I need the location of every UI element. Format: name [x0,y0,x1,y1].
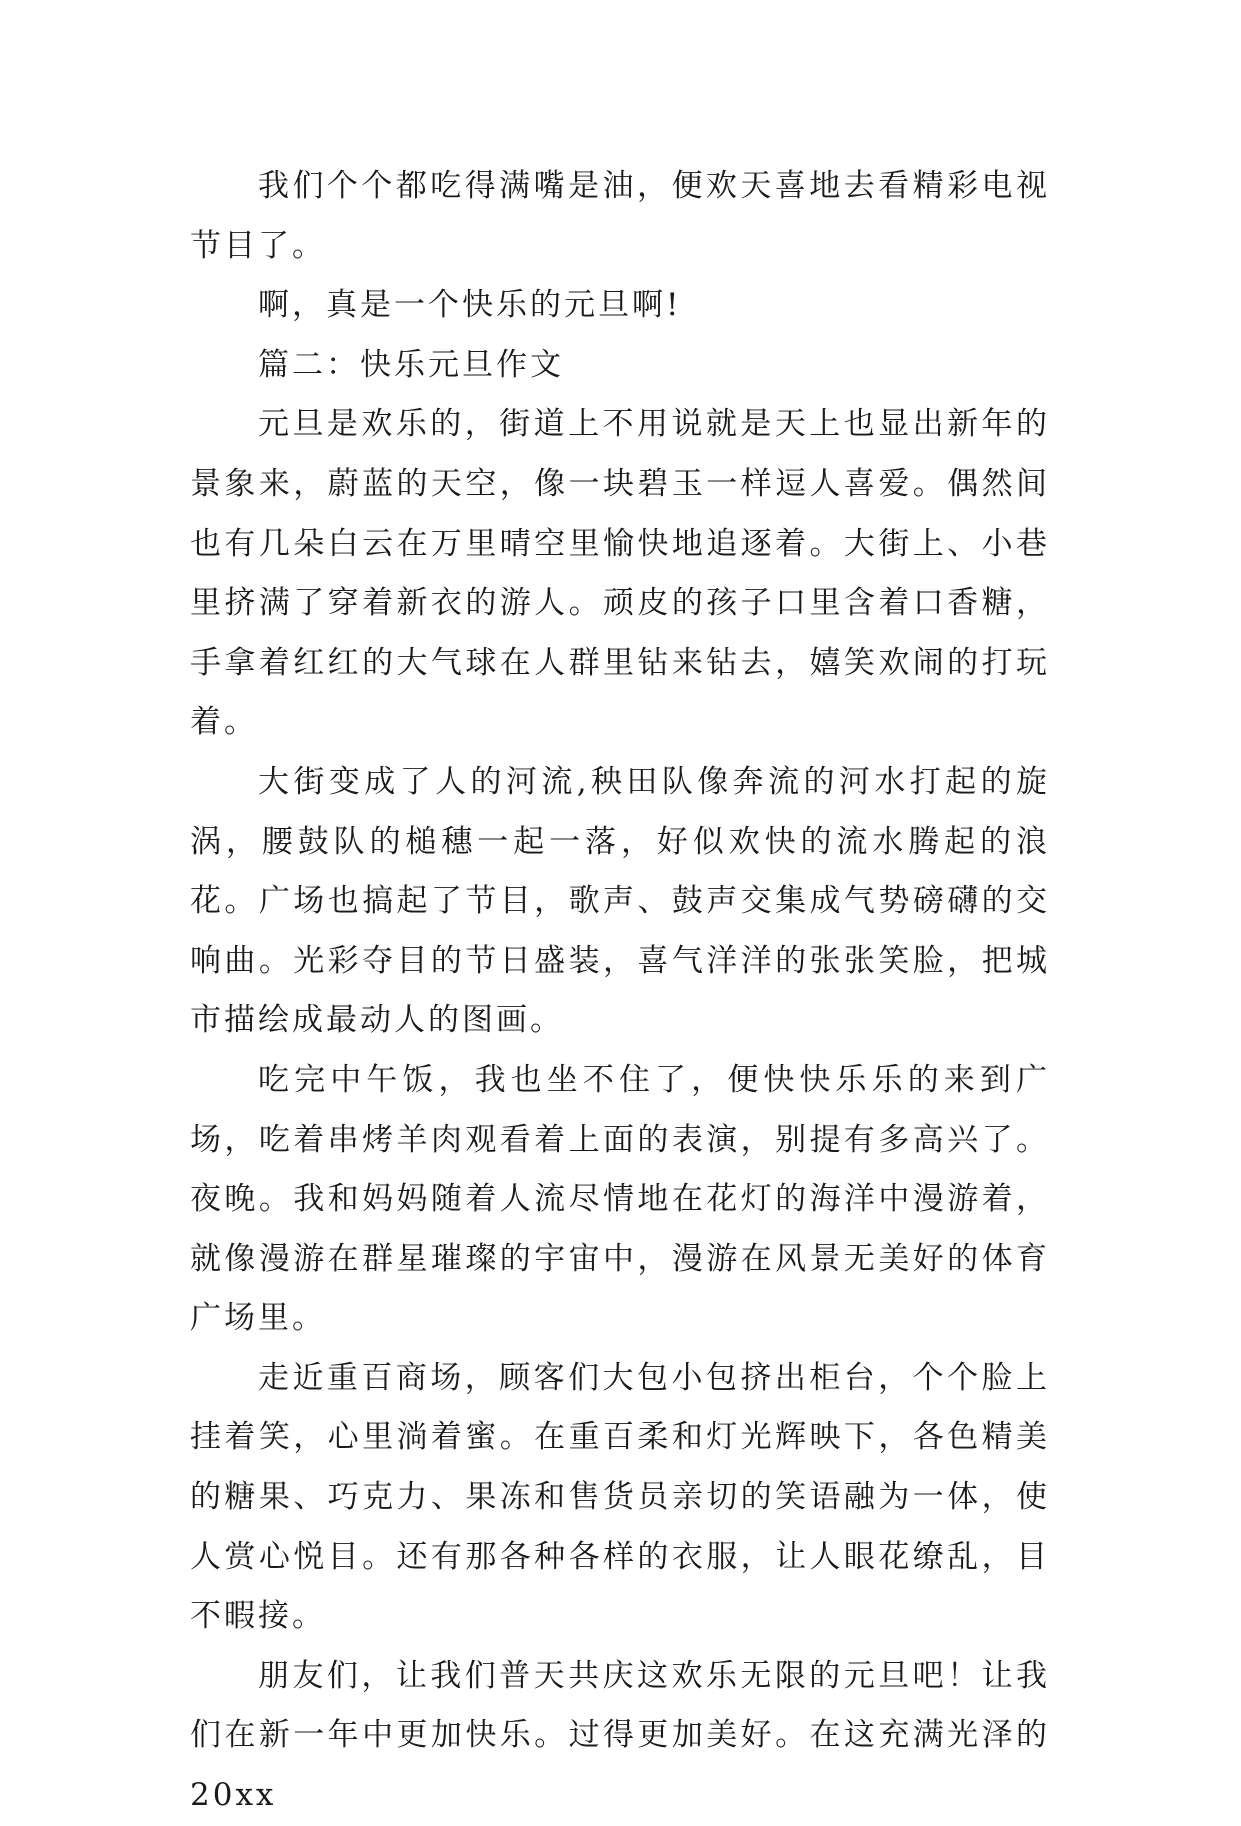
paragraph-2: 大街变成了人的河流,秧田队像奔流的河水打起的旋涡，腰鼓队的槌穗一起一落，好似欢快的流水腾起的浪花。广场也搞起了节目，歌声、鼓声交集成气势磅礴的交响曲。光彩夺目的节日盛装，喜气洋洋的张张笑脸，把城市描绘成最动人的图画。 [190,763,1050,1039]
paragraph-3: 吃完中午饭，我也坐不住了，便快快乐乐的来到广场，吃着串烤羊肉观看着上面的表演，别提有多高兴了。夜晚。我和妈妈随着人流尽情地在花灯的海洋中漫游着，就像漫游在群星璀璨的宇宙中，漫游在风景无美好的体育广场里。 [190,1061,1050,1337]
paragraph-closing-previous: 我们个个都吃得满嘴是油，便欢天喜地去看精彩电视节目了。 [190,168,1050,264]
body-text [190,157,1050,1826]
paragraph-4: 走近重百商场，顾客们大包小包挤出柜台，个个脸上挂着笑，心里淌着蜜。在重百柔和灯光辉映下，各色精美的糖果、巧克力、果冻和售货员亲切的笑语融为一体，使人赏心悦目。还有那各种各样的衣服，让人眼花缭乱，目不暇接。 [190,1359,1050,1635]
paragraph-exclamation: 啊，真是一个快乐的元旦啊! [258,287,682,324]
paragraph-5: 朋友们，让我们普天共庆这欢乐无限的元旦吧！让我们在新一年中更加快乐。过得更加美好。在这充满光泽的 20xx [190,1657,1050,1814]
paragraph-1: 元旦是欢乐的，街道上不用说就是天上也显出新年的景象来，蔚蓝的天空，像一块碧玉一样逗人喜爱。偶然间也有几朵白云在万里晴空里愉快地追逐着。大街上、小巷里挤满了穿着新衣的游人。顽皮的孩子口里含着口香糖，手拿着红红的大气球在人群里钻来钻去，嬉笑欢闹的打玩着。 [190,406,1050,741]
section-heading: 篇二：快乐元旦作文 [258,346,564,383]
